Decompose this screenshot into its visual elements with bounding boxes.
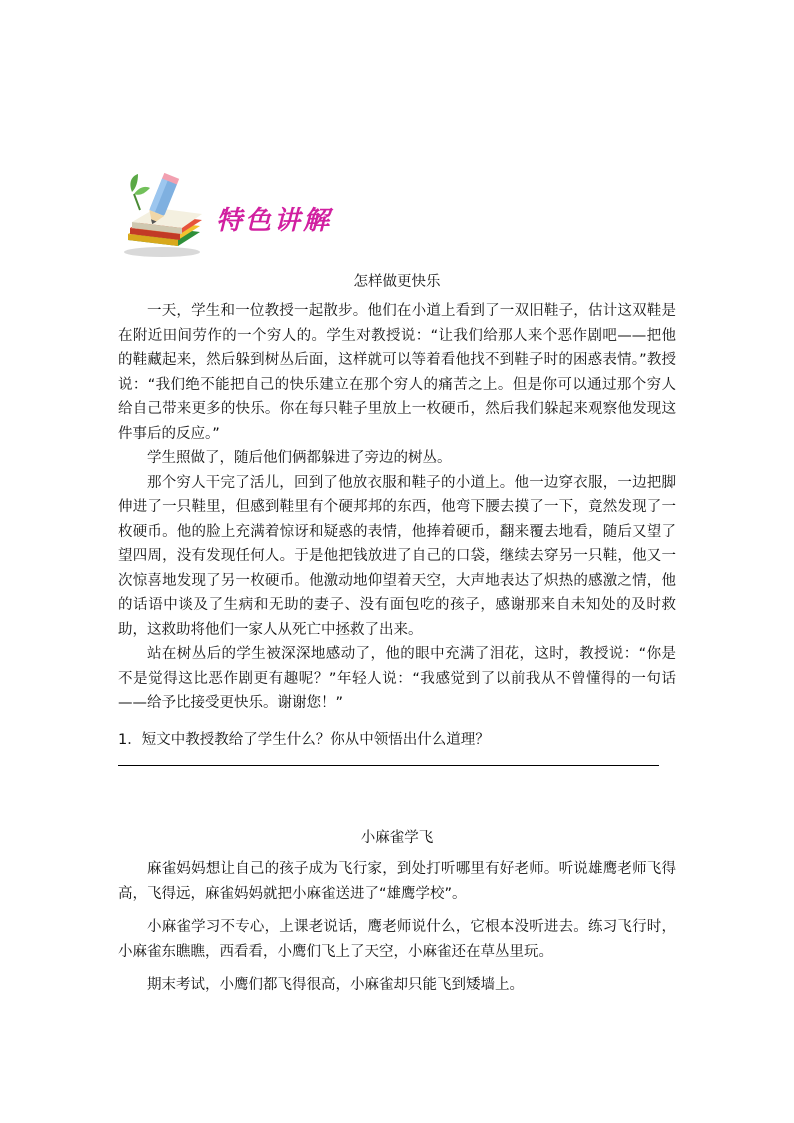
paragraph: 期末考试，小鹰们都飞得很高，小麻雀却只能飞到矮墙上。 bbox=[147, 977, 524, 993]
story-one bbox=[118, 270, 676, 716]
story-title: 怎样做更快乐 bbox=[353, 274, 441, 290]
section-title: 特色讲解 bbox=[216, 206, 333, 236]
story-title: 小麻雀学飞 bbox=[360, 830, 434, 846]
answer-line[interactable] bbox=[118, 765, 659, 766]
paragraph: 小麻雀学习不专心，上课老说话，鹰老师说什么，它根本没听进去。练习飞行时，小麻雀东瞧瞧，西看看，小鹰们飞上了天空，小麻雀还在草丛里玩。 bbox=[118, 919, 676, 960]
paragraph: 那个穷人干完了活儿，回到了他放衣服和鞋子的小道上。他一边穿衣服，一边把脚伸进了一只鞋里，但感到鞋里有个硬邦邦的东西，他弯下腰去摸了一下，竟然发现了一枚硬币。他的脸上充满着惊讶和疑惑的表情，他捧着硬币，翻来覆去地看，随后又望了望四周，没有发现任何人。于是他把钱放进了自己的口袋，继续去穿另一只鞋，他又一次惊喜地发现了另一枚硬币。他激动地仰望着天空，大声地表达了炽热的感激之情，他的话语中谈及了生病和无助的妻子、没有面包吃的孩子，感谢那来自未知处的及时救助，这救助将他们一家人从死亡中拯救了出来。 bbox=[118, 474, 676, 638]
books-pencil-icon bbox=[118, 170, 206, 258]
paragraph: 一天，学生和一位教授一起散步。他们在小道上看到了一双旧鞋子，估计这双鞋是在附近田间劳作的一个穷人的。学生对教授说：“让我们给那人来个恶作剧吧——把他的鞋藏起来，然后躲到树丛后面，这样就可以等着看他找不到鞋子时的困惑表情。”教授说：“我们绝不能把自己的快乐建立在那个穷人的痛苦之上。但是你可以通过那个穷人给自己带来更多的快乐。你在每只鞋子里放上一枚硬币，然后我们躲起来观察他发现这件事后的反应。” bbox=[118, 303, 676, 442]
story-two bbox=[118, 826, 676, 1007]
section-header bbox=[118, 170, 378, 260]
paragraph: 麻雀妈妈想让自己的孩子成为飞行家，到处打听哪里有好老师。听说雄鹰老师飞得高，飞得远，麻雀妈妈就把小麻雀送进了“雄鹰学校”。 bbox=[118, 861, 676, 902]
paragraph: 学生照做了，随后他们俩都躲进了旁边的树丛。 bbox=[147, 450, 452, 466]
question-text: 1．短文中教授教给了学生什么？你从中领悟出什么道理？ bbox=[118, 732, 490, 748]
paragraph: 站在树丛后的学生被深深地感动了，他的眼中充满了泪花，这时，教授说：“你是不是觉得这比恶作剧更有趣呢？”年轻人说：“我感觉到了以前我从不曾懂得的一句话——给予比接受更快乐。谢谢您！” bbox=[118, 646, 676, 711]
